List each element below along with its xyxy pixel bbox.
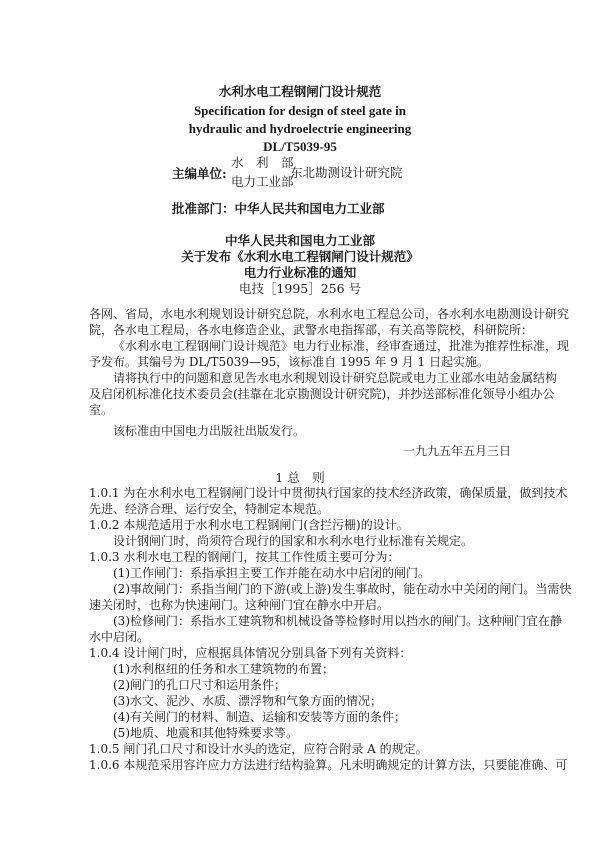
notice-heading-1: 中华人民共和国电力工业部 bbox=[224, 233, 375, 248]
editor-ministry-1: 水 利 部 bbox=[231, 155, 294, 170]
body-line: 1.0.1 为在水利水电工程钢闸门设计中贯彻执行国家的技术经济政策，确保质量，做到技术 bbox=[89, 486, 568, 500]
notice-doc-number: 电技［1995］256 号 bbox=[238, 281, 362, 296]
body-line: 先进、经济合理、运行安全，特制定本规范。 bbox=[89, 502, 330, 516]
notice-heading-3: 电力行业标准的通知 bbox=[243, 265, 357, 280]
standard-code: DL/T5039-95 bbox=[263, 139, 337, 154]
notice-heading-2: 关于发布《水利水电工程钢闸门设计规范》 bbox=[181, 249, 419, 264]
approver: 批准部门：中华人民共和国电力工业部 bbox=[172, 201, 385, 216]
body-line: 1.0.3 水利水电工程的钢闸门，按其工作性质主要可分为： bbox=[89, 550, 400, 564]
body-line: 1.0.5 闸门孔口尺寸和设计水头的选定，应符合附录 A 的规定。 bbox=[89, 742, 428, 756]
body-line: (1)工作闸门：系指承担主要工作并能在动水中启闭的闸门。 bbox=[113, 566, 431, 580]
body-line: (1)水利枢纽的任务和水工建筑物的布置； bbox=[113, 662, 334, 676]
notice-line: 及启闭机标准化技术委员会(挂靠在北京勘测设计研究院)，并抄送部标准化领导小组办公 bbox=[89, 387, 555, 401]
notice-line: 请将执行中的问题和意见告水电水利规划设计研究总院或电力工业部水电站金属结构 bbox=[113, 371, 558, 385]
section-title: 1 总 则 bbox=[275, 470, 325, 485]
body-line: (3)检修闸门：系指水工建筑物和机械设备等检修时用以挡水的闸门。这种闸门宜在静 bbox=[113, 614, 563, 628]
body-line: 速关闭时，也称为快速闸门。这种闸门宜在静水中开启。 bbox=[89, 598, 390, 612]
title-en-line-1: Specification for design of steel gate in bbox=[193, 103, 407, 118]
notice-line: 室。 bbox=[89, 403, 114, 417]
notice-line: 院，各水电工程局，各水电修造企业，武警水电指挥部，有关高等院校，科研院所： bbox=[89, 323, 534, 337]
notice-date: 一九九五年五月三日 bbox=[402, 444, 511, 458]
body-line: (5)地质、地震和其他特殊要求等。 bbox=[113, 726, 298, 740]
notice-line: 各网、省局，水电水利规划设计研究总院，水利水电工程总公司，各水利水电勘测设计研究 bbox=[89, 307, 570, 321]
notice-line: 予发布。其编号为 DL/T5039—95，该标准自 1995 年 9 月 1 日起实施。 bbox=[89, 355, 489, 369]
editor-label: 主编单位: bbox=[172, 166, 227, 181]
body-line: 1.0.2 本规范适用于水利水电工程钢闸门(含拦污栅)的设计。 bbox=[89, 518, 409, 532]
body-line: (4)有关闸门的材料、制造、运输和安装等方面的条件； bbox=[113, 710, 407, 724]
title-en-line-2: hydraulic and hydroelectrie engineering bbox=[188, 121, 412, 136]
title-cn: 水利水电工程钢闸门设计规范 bbox=[218, 84, 382, 99]
body-line: 1.0.4 设计闸门时，应根据具体情况分别具备下列有关资料： bbox=[89, 646, 412, 660]
body-line: 1.0.6 本规范采用容许应力方法进行结构验算。凡未明确规定的计算方法，只要能准确、可 bbox=[89, 758, 568, 772]
body-line: (3)水文、泥沙、水质、漂浮物和气象方面的情况； bbox=[113, 694, 382, 708]
body-line: (2)事故闸门：系指当闸门的下游(或上游)发生事故时，能在动水中关闭的闸门。当需快 bbox=[113, 582, 572, 596]
notice-line: 《水利水电工程钢闸门设计规范》电力行业标准，经审查通过，批准为推荐性标准，现 bbox=[113, 339, 570, 353]
body-line: (2)闸门的孔口尺寸和运用条件； bbox=[113, 678, 286, 692]
editor-institute: 东北勘测设计研究院 bbox=[290, 165, 403, 180]
editor-ministry-2: 电力工业部 bbox=[231, 174, 294, 189]
body-line: 设计钢闸门时，尚须符合现行的国家和水利水电行业标准有关规定。 bbox=[113, 534, 474, 548]
body-line: 水中启闭。 bbox=[89, 630, 150, 644]
notice-line: 该标准由中国电力出版社出版发行。 bbox=[113, 424, 306, 438]
